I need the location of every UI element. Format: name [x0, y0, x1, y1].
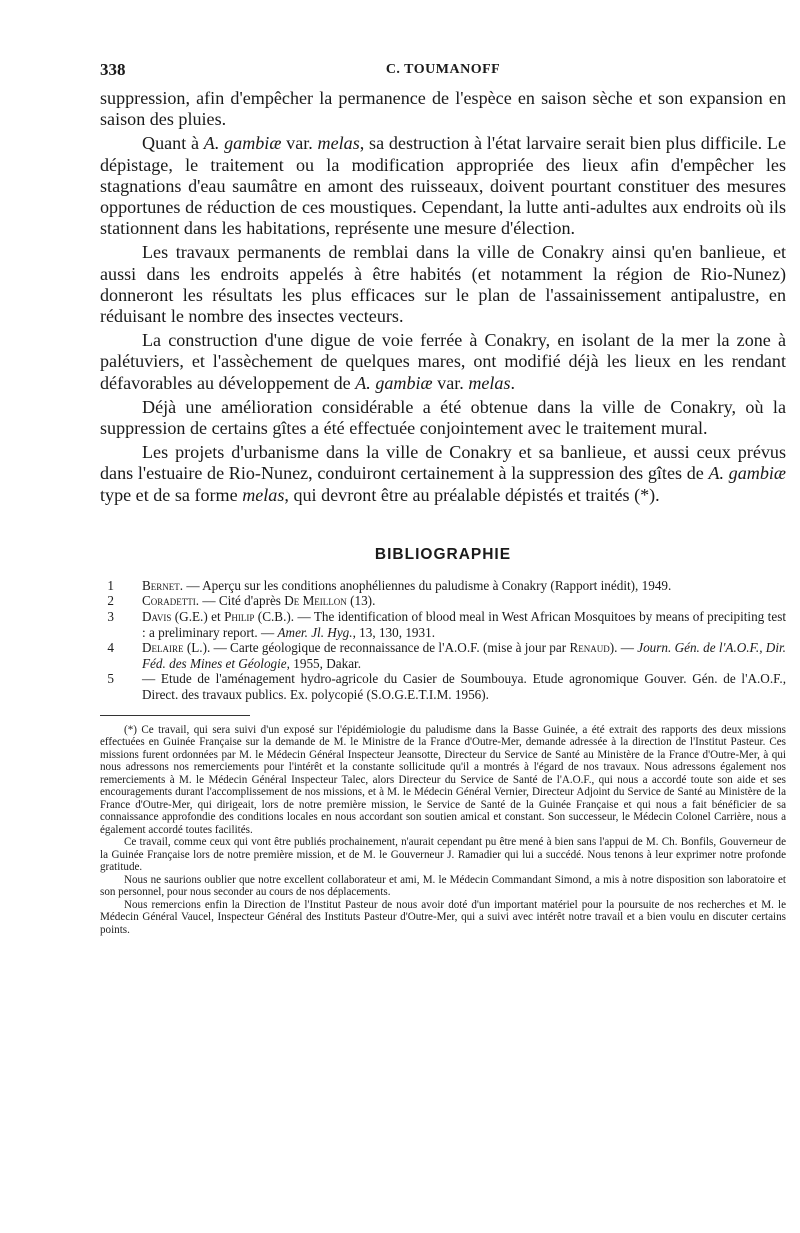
bibliography-list [100, 578, 786, 703]
running-head: C. TOUMANOFF [385, 62, 501, 77]
page-header [100, 56, 786, 88]
footnotes [100, 724, 786, 937]
paragraph: Les projets d'urbanisme dans la ville de Conakry et sa banlieue, et aussi ceux prévus dans l'estuaire de Rio-Nunez, conduiront certainement à la suppression des gîtes de A. gambiæ type et de sa forme melas, qui devront être au préalable dépistés et traités (*). [100, 442, 786, 505]
footnote-separator [100, 715, 250, 716]
page [100, 56, 786, 936]
paragraph: Les travaux permanents de remblai dans la ville de Conakry ainsi qu'en banlieue, et aussi dans les endroits appelés à être habités (et notamment la région de Rio-Nunez) donneront les résultats les plus efficaces sur le plan de l'assainissement antipalustre, en réduisant le nombre des insectes vecteurs. [100, 242, 786, 327]
paragraph: La construction d'une digue de voie ferrée à Conakry, en isolant de la mer la zone à palétuviers, et l'assèchement de quelques mares, ont modifié déjà les lieux en les rendant défavorables au développement de A. gambiæ var. melas. [100, 330, 786, 393]
bibliography-entry: 3 Davis (G.E.) et Philip (C.B.). — The identification of blood meal in West African Mosquitoes by means of precipiting test : a preliminary report. — Amer. Jl. Hyg., 13, 130, 1931. [107, 609, 786, 640]
bibliography-entry: 4 Delaire (L.). — Carte géologique de reconnaissance de l'A.O.F. (mise à jour par Renaud). — Journ. Gén. de l'A.O.F., Dir. Féd. des Mines et Géologie, 1955, Dakar. [107, 640, 786, 671]
footnote-paragraph: (*) Ce travail, qui sera suivi d'un exposé sur l'épidémiologie du paludisme dans la Basse Guinée, a été extrait des rapports des deux missions effectuées en Guinée Française sur la demande de M. le Ministre de la France d'Outre-Mer, demande adressée à la direction de l'Institut Pasteur. Ces missions furent ordonnées par M. le Médecin Général Inspecteur Jeansotte, Directeur du Service de Santé au Ministère de la France d'Outre-Mer, à qui nous adressons nos remerciements pour l'intérêt et la constante sollicitude qu'il a montrés à l'égard de nos travaux. Nous adressons également nos remerciements à M. le Médecin Général Inspecteur Talec, alors Directeur du Service de Santé de l'A.O.F., qui nous a accordé toute son aide et ses encouragements durant l'accomplissement de nos missions, et à M. le Médecin Général Vernier, Directeur Adjoint du Service de Santé au Ministère de la France d'Outre-Mer, qui dirigeait, lors de notre première mission, le Service de Santé de la Guinée Française et qui nous a fait bénéficier de sa connaissance approfondie des conditions locales en nous accordant son soutien amical et constant. Son successeur, le Médecin Colonel Carrière, nous a également accordé toutes facilités. [100, 723, 786, 836]
paragraph: Quant à A. gambiæ var. melas, sa destruction à l'état larvaire serait bien plus difficile. Le dépistage, le traitement ou la modification appropriée des lieux afin d'empêcher les stagnations d'eau saumâtre en amont des ruisseaux, doivent pourtant constituer des mesures opportunes de réduction de ces moustiques. Cependant, la lutte anti-adultes aux endroits où ils stationnent dans les habitations, représente une mesure d'élection. [100, 133, 787, 239]
paragraph: Déjà une amélioration considérable a été obtenue dans la ville de Conakry, où la suppression de certains gîtes a été effectuée conjointement avec le traitement mural. [100, 396, 786, 439]
footnote-paragraph: Nous ne saurions oublier que notre excellent collaborateur et ami, M. le Médecin Commandant Simond, a mis à notre disposition son laboratoire et son personnel, pour nous seconder au cours de nos déplacements. [100, 873, 786, 899]
body-text [100, 88, 786, 506]
footnote-paragraph: Ce travail, comme ceux qui vont être publiés prochainement, n'aurait cependant pu être mené à bien sans l'appui de M. Ch. Bonfils, Gouverneur de la Guinée Française lors de notre première mission, et de M. le Gouverneur J. Ramadier qui lui a succédé. Nous tenons à leur exprimer notre profonde gratitude. [100, 836, 786, 874]
bibliography-entry: 1 Bernet. — Aperçu sur les conditions anophéliennes du paludisme à Conakry (Rapport inédit), 1949. [107, 577, 672, 593]
paragraph: suppression, afin d'empêcher la permanence de l'espèce en saison sèche et son expansion en saison des pluies. [100, 88, 786, 130]
bibliography-entry: 2 Coradetti. — Cité d'après De Meillon (13). [107, 593, 376, 609]
page-number: 338 [100, 60, 126, 79]
bibliography-title: BIBLIOGRAPHIE [374, 545, 512, 563]
bibliography-entry: 5 — Etude de l'aménagement hydro-agricole du Casier de Soumbouya. Etude agronomique Gouver. Gén. de l'A.O.F., Direct. des travaux publics. Ex. polycopié (S.O.G.E.T.I.M. 1956). [107, 671, 786, 703]
footnote-paragraph: Nous remercions enfin la Direction de l'Institut Pasteur de nous avoir doté d'un important matériel pour la poursuite de nos recherches et M. le Médecin Général Vaucel, Inspecteur Général des Instituts Pasteur d'Outre-Mer, qui a suivi avec intérêt notre travail et a bien voulu en discuter certains points. [100, 898, 786, 936]
